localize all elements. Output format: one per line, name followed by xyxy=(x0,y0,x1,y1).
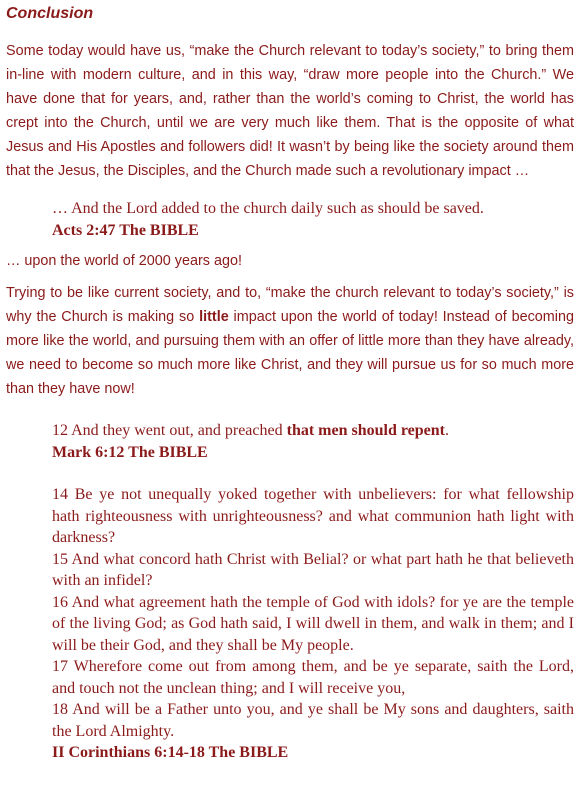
paragraph-text: Trying to be like current society, and to, “make the church relevant to today’s society,” is why the Church is making so xyxy=(6,285,574,325)
paragraph-relevance xyxy=(6,281,574,401)
quote-reference: Mark 6:12 The BIBLE xyxy=(52,443,208,461)
quote-reference: II Corinthians 6:14-18 The BIBLE xyxy=(52,744,289,761)
verse-text: . xyxy=(445,422,449,439)
verse-14: 14 Be ye not unequally yoked together with unbelievers: for what fellowship hath righteousness with unrighteousness? and what communion hath light with darkness? xyxy=(52,486,574,546)
paragraph-continuation: … upon the world of 2000 years ago! xyxy=(6,253,242,269)
paragraph-intro: Some today would have us, “make the Church relevant to today’s society,” to bring them in-line with modern culture, and in this way, “draw more people into the Church.” We have done that for years, and, rather than the world’s coming to Christ, the world has crept into the Church, until we are very much like them. That is the opposite of what Jesus and His Apostles and followers did! It wasn’t by being like the society around them that the Jesus, the Disciples, and the Church made such a revolutionary impact … xyxy=(6,43,574,179)
quote-reference: Acts 2:47 The BIBLE xyxy=(52,221,199,239)
verse-16: 16 And what agreement hath the temple of God with idols? for ye are the temple of the living God; as God hath said, I will dwell in them, and walk in them; and I will be their God, and they shall be My people. xyxy=(52,593,574,654)
paragraph-text: impact upon the world of today! Instead of becoming more like the world, and pursuing them with an offer of little more than they have already, we need to become so much more like Christ, and they will pursue us for so much more than they have now! xyxy=(6,309,574,397)
section-heading: Conclusion xyxy=(6,5,94,22)
document-page xyxy=(6,0,574,764)
scripture-quote-acts xyxy=(52,198,574,241)
verse-15: 15 And what concord hath Christ with Belial? or what part hath he that believeth with an infidel? xyxy=(52,550,574,589)
verse-18: 18 And will be a Father unto you, and ye shall be My sons and daughters, saith the Lord Almighty. xyxy=(52,701,574,740)
scripture-quote-corinthians xyxy=(52,484,574,764)
scripture-quote-mark xyxy=(52,420,574,463)
verse-17: 17 Wherefore come out from among them, and be ye separate, saith the Lord, and touch not the unclean thing; and I will receive you, xyxy=(52,658,574,697)
quote-text: … And the Lord added to the church daily such as should be saved. xyxy=(52,200,484,217)
quote-text xyxy=(52,420,574,442)
emphasis-text: that men should repent xyxy=(286,422,445,439)
emphasis-text: little xyxy=(199,309,229,325)
verse-text: 12 And they went out, and preached xyxy=(52,422,287,439)
